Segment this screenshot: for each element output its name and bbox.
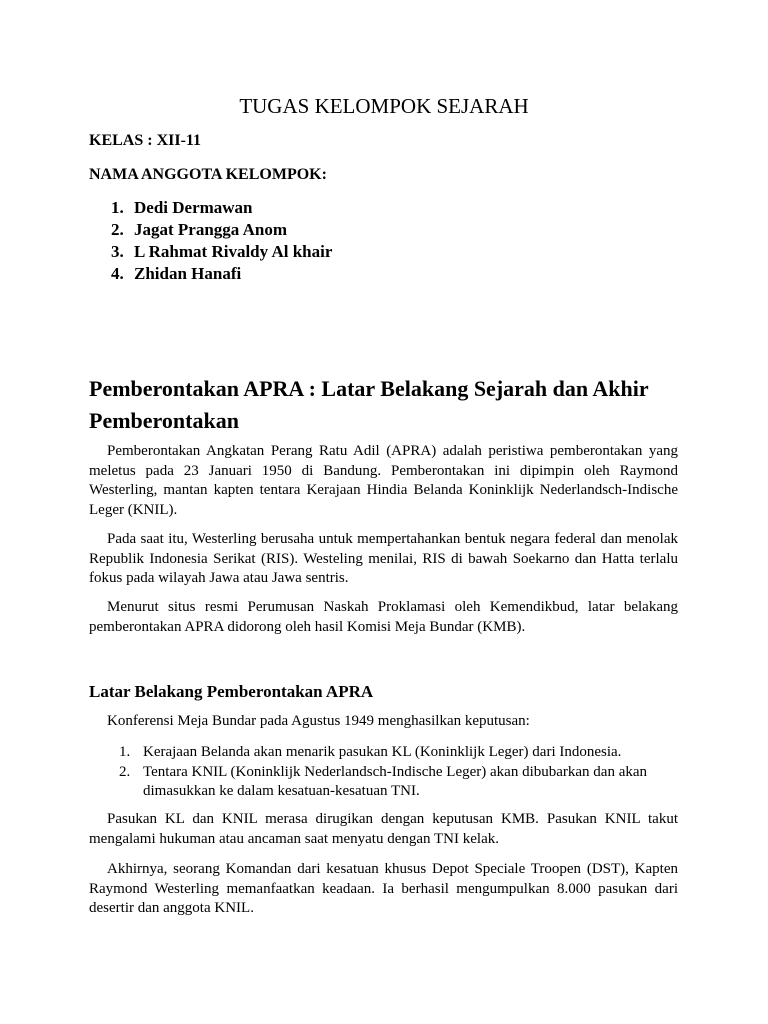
intro-paragraph-2: [89, 530, 678, 589]
list-item: [89, 241, 678, 263]
list-number: 3.: [111, 242, 124, 261]
decision-list-wrap: [89, 743, 678, 802]
subheading: Latar Belakang Pemberontakan APRA: [89, 682, 374, 701]
list-text: Kerajaan Belanda akan menarik pasukan KL (Koninklijk Leger) dari Indonesia.: [143, 744, 622, 760]
member-name: Jagat Prangga Anom: [134, 220, 287, 239]
paragraph: Menurut situs resmi Perumusan Naskah Proklamasi oleh Kemendikbud, latar belakang pemberontakan APRA didorong oleh hasil Komisi Meja Bundar (KMB).: [89, 599, 678, 635]
intro-paragraph-1: [89, 442, 678, 520]
members-list-wrap: [89, 197, 678, 285]
heading-line-1: Pemberontakan APRA : Latar Belakang Sejarah dan Akhir: [89, 376, 649, 401]
intro-paragraph-3: [89, 598, 678, 637]
member-name: Zhidan Hanafi: [134, 264, 242, 283]
paragraph: Pasukan KL dan KNIL merasa dirugikan dengan keputusan KMB. Pasukan KNIL takut mengalami hukuman atau ancaman saat menyatu dengan TNI kelak.: [89, 811, 678, 847]
paragraph: Pada saat itu, Westerling berusaha untuk mempertahankan bentuk negara federal dan menolak Republik Indonesia Serikat (RIS). Westeling menilai, RIS di bawah Soekarno dan Hatta terlalu fokus pada wilayah Jawa atau Jawa sentris.: [89, 531, 678, 586]
list-item: [89, 763, 678, 802]
list-text: Tentara KNIL (Koninklijk Nederlandsch-Indische Leger) akan dibubarkan dan akan dimasukkan ke dalam kesatuan-kesatuan TNI.: [143, 763, 648, 799]
list-number: 2.: [111, 220, 124, 239]
closing-paragraph-2: [89, 860, 678, 919]
list-item: [89, 197, 678, 219]
intro-sentence: [89, 712, 678, 732]
class-label: [89, 131, 678, 151]
member-name: L Rahmat Rivaldy Al khair: [134, 242, 333, 261]
decision-list: [89, 743, 678, 802]
document-title: TUGAS KELOMPOK SEJARAH: [239, 94, 529, 118]
paragraph: Konferensi Meja Bundar pada Agustus 1949 menghasilkan keputusan:: [107, 713, 530, 729]
subheading-wrap: [89, 681, 678, 703]
list-number: 1.: [111, 198, 124, 217]
list-item: [89, 263, 678, 285]
members-label: [89, 165, 678, 185]
anggota-label: NAMA ANGGOTA KELOMPOK:: [89, 166, 327, 183]
list-item: [89, 219, 678, 241]
member-name: Dedi Dermawan: [134, 198, 253, 217]
main-heading: [89, 373, 678, 437]
kelas-text: KELAS : XII-11: [89, 132, 202, 149]
list-number: 1.: [119, 744, 131, 760]
members-list: [89, 197, 678, 285]
list-number: 4.: [111, 264, 124, 283]
list-number: 2.: [119, 763, 131, 780]
paragraph: Pemberontakan Angkatan Perang Ratu Adil (APRA) adalah peristiwa pemberontakan yang meletus pada 23 Januari 1950 di Bandung. Pemberontakan ini dipimpin oleh Raymond Westerling, mantan kapten tentara Kerajaan Hindia Belanda Koninklijk Nederlandsch-Indische Leger (KNIL).: [89, 443, 678, 518]
paragraph: Akhirnya, seorang Komandan dari kesatuan khusus Depot Speciale Troopen (DST), Kapten Raymond Westerling memanfaatkan keadaan. Ia berhasil mengumpulkan 8.000 pasukan dari desertir dan anggota KNIL.: [89, 861, 678, 916]
closing-paragraph-1: [89, 810, 678, 849]
list-item: [89, 743, 678, 763]
heading-line-2: Pemberontakan: [89, 408, 239, 433]
